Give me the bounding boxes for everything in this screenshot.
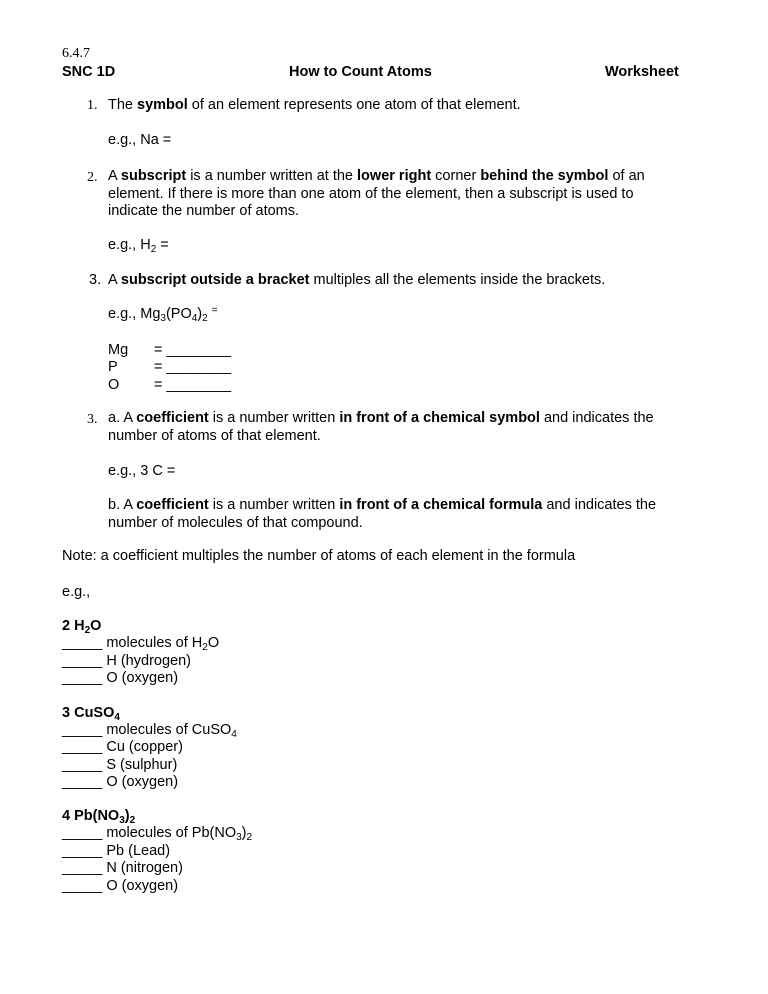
course-code: SNC 1D (62, 64, 116, 80)
group-3-heading: 4 $Pb(NO_3)_2$ (62, 808, 136, 826)
group-2-oxygen: _____ O (oxygen) (62, 774, 179, 790)
item-1-text: The symbol of an element represents one atom of that element. (108, 97, 521, 113)
group-1-hydrogen: _____ H (hydrogen) (62, 653, 191, 669)
group-2-copper: _____ Cu (copper) (62, 739, 183, 755)
row-o-label: O (108, 377, 120, 393)
row-p-label: P (108, 359, 118, 375)
group-3-oxygen: _____ O (oxygen) (62, 878, 179, 894)
item-2-number: 2. (87, 170, 98, 185)
group-2-molecules: _____ molecules of CuSO$_4$ (62, 722, 237, 740)
group-2-sulphur: _____ S (sulphur) (62, 757, 178, 773)
row-mg-label: Mg (108, 342, 129, 358)
item-1-example: e.g., Na = (108, 132, 172, 148)
row-mg-blank: = ________ (154, 342, 232, 358)
group-3-molecules: _____ molecules of $Pb(NO_3)_2$ (62, 825, 253, 843)
row-o-blank: = ________ (154, 377, 232, 393)
doc-type: Worksheet (605, 64, 679, 80)
item-2-text: A subscript is a number written at the lower right corner behind the symbol of an element. If there is more than one atom of the element, then a subscript is used to indicate the number of atoms. (108, 168, 645, 219)
doc-number: 6.4.7 (62, 46, 90, 61)
group-2-heading: 3 CuSO$_4$ (62, 705, 120, 723)
item-4a-text: a. A coefficient is a number written in front of a chemical symbol and indicates the number of atoms of that element. (108, 410, 654, 444)
item-4-example: e.g., 3 C = (108, 463, 176, 479)
item-3-number: 3. (89, 272, 102, 288)
item-2-example: e.g., $H_2$ = (108, 237, 169, 255)
item-4b-text: b. A coefficient is a number written in front of a chemical formula and indicates the number of molecules of that compound. (108, 497, 657, 531)
item-3-text: A subscript outside a bracket multiples all the elements inside the brackets. (108, 272, 606, 288)
eg-label: e.g., (62, 584, 91, 600)
group-1-molecules: _____ molecules of $H_2O$ (62, 635, 220, 653)
group-3-lead: _____ Pb (Lead) (62, 843, 171, 859)
item-4-number: 3. (87, 412, 98, 427)
page-title: How to Count Atoms (289, 64, 432, 80)
group-1-heading: 2 $H_2O$ (62, 618, 102, 636)
row-p-blank: = ________ (154, 359, 232, 375)
item-3-example: e.g., $Mg_3(PO_4)_2$ = (108, 305, 218, 324)
item-1-number: 1. (87, 98, 98, 113)
note-text: Note: a coefficient multiples the number of atoms of each element in the formula (62, 548, 576, 564)
group-1-oxygen: _____ O (oxygen) (62, 670, 179, 686)
group-3-nitrogen: _____ N (nitrogen) (62, 860, 183, 876)
